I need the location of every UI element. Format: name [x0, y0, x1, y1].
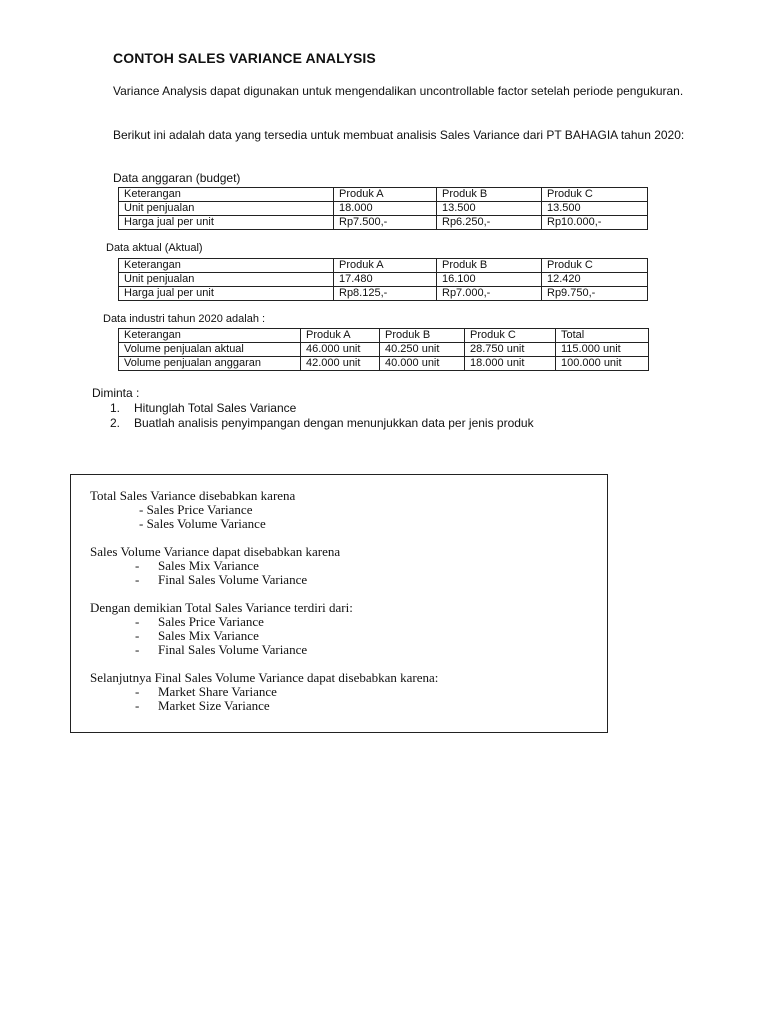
answer-box: [70, 474, 608, 733]
table-cell: 28.750 unit: [465, 343, 556, 357]
answer-heading: Total Sales Variance disebabkan karena: [90, 488, 296, 503]
answer-item-text: Market Share Variance: [158, 684, 277, 699]
table-cell: 40.000 unit: [380, 357, 465, 371]
tasks-label: Diminta :: [92, 386, 140, 400]
table-header-cell: Total: [556, 329, 649, 343]
table-header-cell: Produk C: [465, 329, 556, 343]
table-cell: 17.480: [334, 273, 437, 287]
table-cell: 13.500: [542, 202, 648, 216]
list-item: [110, 401, 534, 416]
answer-item: - Sales Volume Variance: [139, 516, 266, 531]
actual-table: [118, 258, 648, 301]
table-cell: 18.000 unit: [465, 357, 556, 371]
table-cell: Harga jual per unit: [119, 216, 334, 230]
table-cell: 16.100: [437, 273, 542, 287]
table-header-row: [119, 188, 648, 202]
dash: -: [135, 614, 140, 629]
table-header-cell: Produk A: [334, 259, 437, 273]
table-row: [119, 287, 648, 301]
table-header-row: [119, 259, 648, 273]
dash: -: [135, 558, 140, 573]
table-header-cell: Produk B: [437, 259, 542, 273]
table-cell: Unit penjualan: [119, 202, 334, 216]
answer-item-text: Sales Price Variance: [158, 614, 264, 629]
table-cell: Rp9.750,-: [542, 287, 648, 301]
table-row: [119, 343, 649, 357]
task-list: [110, 401, 534, 431]
table-cell: Harga jual per unit: [119, 287, 334, 301]
industry-table: [118, 328, 649, 371]
answer-item: [135, 629, 259, 643]
table-header-cell: Keterangan: [119, 259, 334, 273]
answer-item: [135, 643, 307, 657]
table-header-cell: Produk B: [437, 188, 542, 202]
table-header-cell: Keterangan: [119, 188, 334, 202]
page-title: CONTOH SALES VARIANCE ANALYSIS: [113, 50, 376, 66]
table-header-cell: Produk C: [542, 259, 648, 273]
answer-item: [135, 573, 307, 587]
industry-label: Data industri tahun 2020 adalah :: [103, 313, 266, 325]
table-header-cell: Produk B: [380, 329, 465, 343]
list-number: 2.: [110, 416, 121, 430]
answer-item-text: Sales Mix Variance: [158, 558, 259, 573]
table-cell: Volume penjualan anggaran: [119, 357, 301, 371]
list-text: Hitunglah Total Sales Variance: [134, 401, 297, 415]
table-cell: Rp7.500,-: [334, 216, 437, 230]
answer-heading: Sales Volume Variance dapat disebabkan karena: [90, 544, 341, 559]
answer-item-text: Final Sales Volume Variance: [158, 572, 308, 587]
data-intro-paragraph: Berikut ini adalah data yang tersedia untuk membuat analisis Sales Variance dari PT BAHAGIA tahun 2020:: [113, 128, 685, 142]
list-item: [110, 416, 534, 431]
table-row: [119, 202, 648, 216]
answer-item: - Sales Price Variance: [139, 502, 253, 517]
budget-label: Data anggaran (budget): [113, 171, 241, 185]
table-row: [119, 273, 648, 287]
dash: -: [135, 572, 140, 587]
table-cell: 42.000 unit: [301, 357, 380, 371]
answer-item: [135, 559, 259, 573]
table-header-cell: Keterangan: [119, 329, 301, 343]
table-cell: Rp6.250,-: [437, 216, 542, 230]
table-cell: 12.420: [542, 273, 648, 287]
table-cell: Rp10.000,-: [542, 216, 648, 230]
table-cell: Rp7.000,-: [437, 287, 542, 301]
intro-paragraph: Variance Analysis dapat digunakan untuk mengendalikan uncontrollable factor setelah periode pengukuran.: [113, 84, 684, 98]
actual-label: Data aktual (Aktual): [106, 242, 203, 254]
answer-item-text: Sales Mix Variance: [158, 628, 259, 643]
table-cell: 18.000: [334, 202, 437, 216]
dash: -: [135, 698, 140, 713]
budget-table: [118, 187, 648, 230]
table-cell: 115.000 unit: [556, 343, 649, 357]
dash: -: [135, 642, 140, 657]
table-header-cell: Produk C: [542, 188, 648, 202]
answer-item-text: Final Sales Volume Variance: [158, 642, 308, 657]
answer-heading: Selanjutnya Final Sales Volume Variance dapat disebabkan karena:: [90, 670, 439, 685]
table-cell: 13.500: [437, 202, 542, 216]
table-cell: Rp8.125,-: [334, 287, 437, 301]
answer-heading: Dengan demikian Total Sales Variance terdiri dari:: [90, 600, 353, 615]
list-number: 1.: [110, 401, 121, 415]
table-header-row: [119, 329, 649, 343]
table-cell: Volume penjualan aktual: [119, 343, 301, 357]
table-header-cell: Produk A: [301, 329, 380, 343]
table-header-cell: Produk A: [334, 188, 437, 202]
table-cell: Unit penjualan: [119, 273, 334, 287]
table-row: [119, 357, 649, 371]
table-cell: 100.000 unit: [556, 357, 649, 371]
answer-item: [135, 615, 264, 629]
table-cell: 46.000 unit: [301, 343, 380, 357]
list-text: Buatlah analisis penyimpangan dengan menunjukkan data per jenis produk: [134, 416, 534, 430]
answer-item: [135, 699, 270, 713]
dash: -: [135, 684, 140, 699]
answer-item: [135, 685, 277, 699]
dash: -: [135, 628, 140, 643]
table-cell: 40.250 unit: [380, 343, 465, 357]
table-row: [119, 216, 648, 230]
answer-item-text: Market Size Variance: [158, 698, 270, 713]
